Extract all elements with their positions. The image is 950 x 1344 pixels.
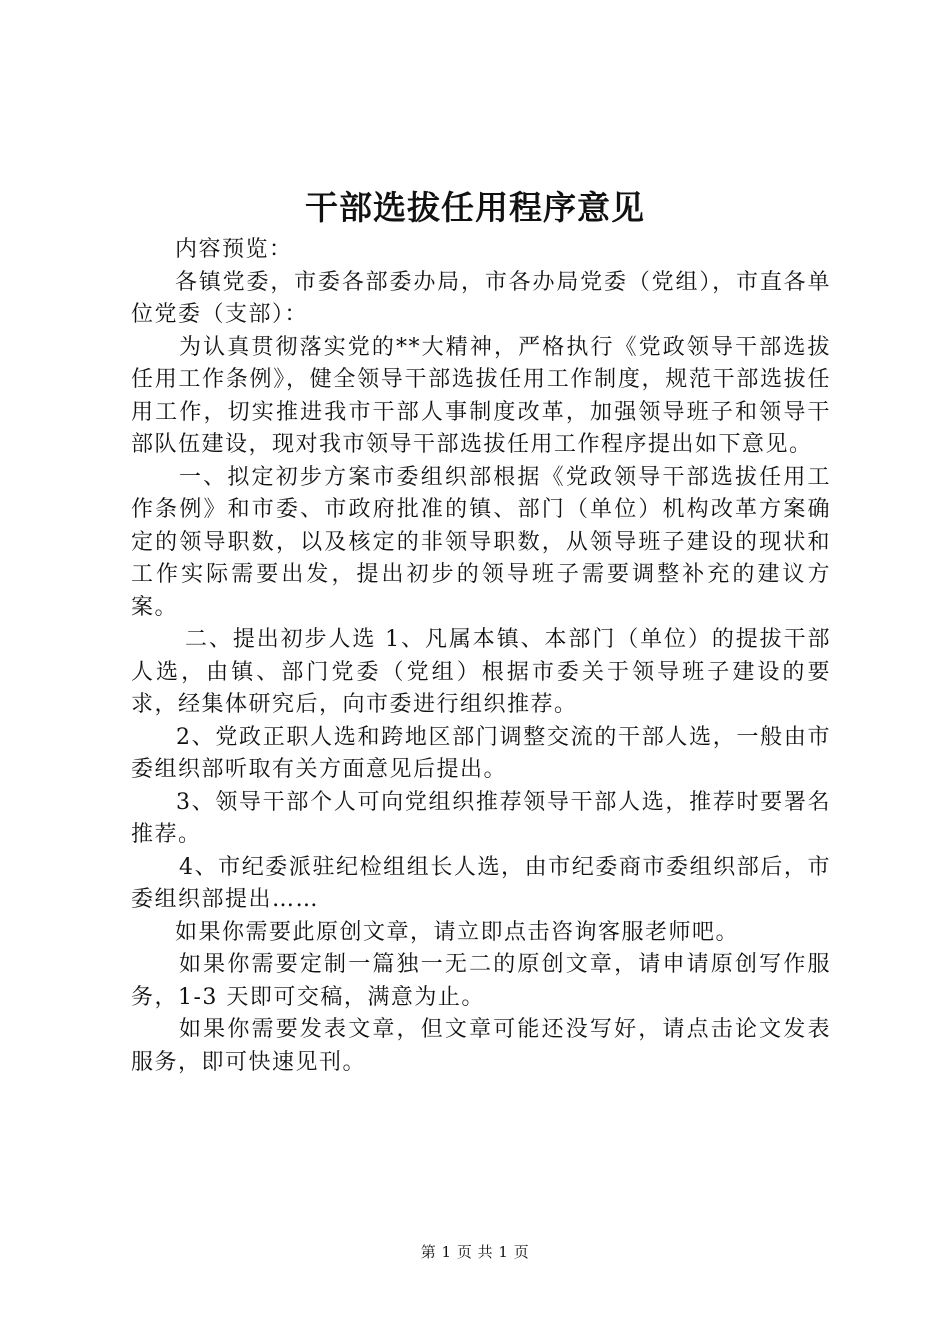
promo-custom-paragraph: 如果你需要定制一篇独一无二的原创文章，请申请原创写作服务，1-3 天即可交稿，满意为止。 — [131, 952, 831, 1010]
intro-paragraph: 为认真贯彻落实党的**大精神，严格执行《党政领导干部选拔任用工作条例》，健全领导干部选拔任用工作制度，规范干部选拔任用工作，切实推进我市干部人事制度改革，加强领导班子和领导干部队伍建设，现对我市领导干部选拔任用工作程序提出如下意见。 — [131, 334, 831, 457]
page-number-footer: 第 1 页 共 1 页 — [420, 1243, 530, 1261]
item-three-paragraph: 3、领导干部个人可向党组织推荐领导干部人选，推荐时要署名推荐。 — [131, 789, 831, 847]
document-title: 干部选拔任用程序意见 — [305, 188, 645, 227]
section-one-paragraph: 一、拟定初步方案市委组织部根据《党政领导干部选拔任用工作条例》和市委、市政府批准的镇、部门（单位）机构改革方案确定的领导职数，以及核定的非领导职数，从领导班子建设的现状和工作实际需要出发，提出初步的领导班子需要调整补充的建议方案。 — [131, 464, 831, 620]
promo-consult-paragraph: 如果你需要此原创文章，请立即点击咨询客服老师吧。 — [175, 919, 740, 945]
document-body — [131, 234, 831, 1079]
salutation-paragraph: 各镇党委，市委各部委办局，市各办局党委（党组），市直各单位党委（支部）： — [131, 269, 831, 327]
section-two-paragraph: 二、提出初步人选 1、凡属本镇、本部门（单位）的提拔干部人选，由镇、部门党委（党组）根据市委关于领导班子建设的要求，经集体研究后，向市委进行组织推荐。 — [131, 627, 831, 717]
item-two-paragraph: 2、党政正职人选和跨地区部门调整交流的干部人选，一般由市委组织部听取有关方面意见后提出。 — [131, 724, 831, 782]
item-four-paragraph: 4、市纪委派驻纪检组组长人选，由市纪委商市委组织部后，市委组织部提出…… — [131, 854, 831, 912]
promo-publish-paragraph: 如果你需要发表文章，但文章可能还没写好，请点击论文发表服务，即可快速见刊。 — [131, 1017, 831, 1075]
preview-label: 内容预览： — [175, 237, 293, 262]
